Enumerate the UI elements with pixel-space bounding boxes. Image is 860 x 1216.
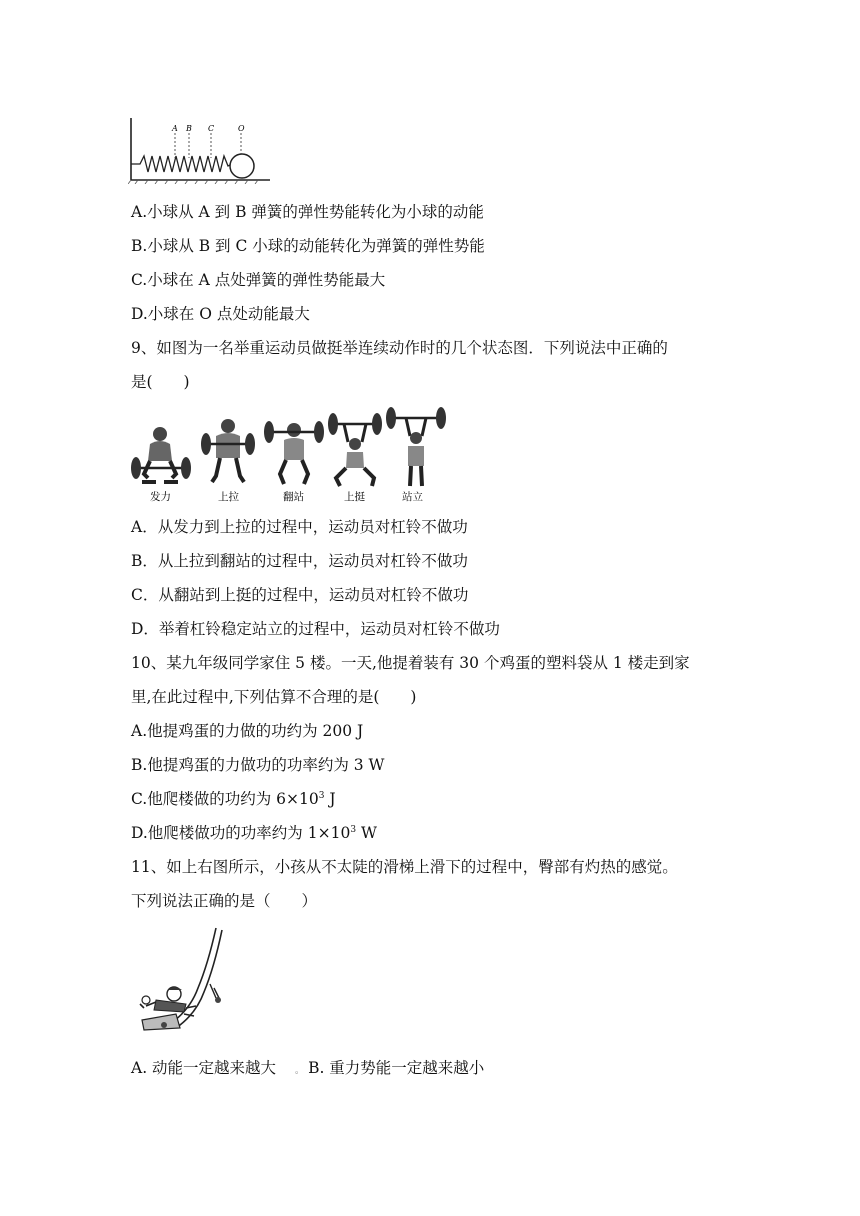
q10-option-c-text: C.他爬楼做的功约为 6×10	[131, 790, 319, 808]
q9-stem-line1: 9、如图为一名举重运动员做挺举连续动作时的几个状态图．下列说法中正确的	[131, 339, 668, 357]
pose-shangla	[201, 419, 255, 482]
q10-option-c-exponent: 3	[318, 791, 325, 801]
q11-separator: 。	[295, 1066, 305, 1076]
spring-ball-figure	[128, 116, 273, 184]
q10-stem-line1: 10、某九年级同学家住 5 楼。一天,他提着装有 30 个鸡蛋的塑料袋从 1 楼走到家	[131, 654, 690, 672]
weightlifting-figure	[128, 406, 448, 506]
caption-shangting: 上挺	[344, 491, 365, 503]
pose-zhanli	[386, 407, 446, 486]
q8-option-a: A.小球从 A 到 B 弹簧的弹性势能转化为小球的动能	[131, 203, 484, 221]
caption-fanzhan: 翻站	[283, 491, 304, 503]
spring	[131, 156, 232, 172]
spring-ball-diagram	[128, 116, 273, 184]
ball	[230, 154, 254, 178]
q11-options-row	[131, 1058, 484, 1081]
q11-option-a: A. 动能一定越来越大	[131, 1059, 277, 1077]
slide-figure	[136, 924, 236, 1034]
q9-option-b: B．从上拉到翻站的过程中，运动员对杠铃不做功	[131, 552, 468, 570]
weightlifting-diagram	[128, 406, 448, 506]
q10-option-c	[131, 789, 336, 809]
q10-option-d-text: D.他爬楼做功的功率约为 1×10	[131, 824, 351, 842]
caption-fali: 发力	[150, 491, 171, 503]
q10-option-d	[131, 823, 377, 843]
q11-stem-line1: 11、如上右图所示，小孩从不太陡的滑梯上滑下的过程中，臀部有灼热的感觉。	[131, 858, 678, 876]
q8-option-d: D.小球在 O 点处动能最大	[131, 305, 310, 323]
q11-option-b: B. 重力势能一定越来越小	[308, 1059, 485, 1077]
caption-shangla: 上拉	[218, 491, 239, 503]
pose-fali	[131, 427, 191, 484]
q11-stem-line2: 下列说法正确的是（ ）	[131, 892, 318, 910]
q9-stem-line2: 是( )	[131, 373, 190, 391]
slide-diagram	[136, 924, 236, 1034]
q8-option-b: B.小球从 B 到 C 小球的动能转化为弹簧的弹性势能	[131, 237, 485, 255]
q9-option-d: D．举着杠铃稳定站立的过程中，运动员对杠铃不做功	[131, 620, 500, 638]
q10-option-a: A.他提鸡蛋的力做的功约为 200 J	[131, 722, 364, 740]
q8-option-c: C.小球在 A 点处弹簧的弹性势能最大	[131, 271, 386, 289]
q9-option-a: A．从发力到上拉的过程中，运动员对杠铃不做功	[131, 518, 468, 536]
q10-option-d-exponent: 3	[350, 825, 357, 835]
q9-option-c: C．从翻站到上挺的过程中，运动员对杠铃不做功	[131, 586, 469, 604]
label-a: A	[172, 124, 178, 133]
label-o: O	[238, 124, 245, 133]
label-c: C	[208, 124, 215, 133]
pose-shangting	[328, 413, 382, 486]
q10-stem-line2: 里,在此过程中,下列估算不合理的是( )	[131, 688, 417, 706]
q10-option-d-unit: W	[356, 824, 377, 842]
q10-option-c-unit: J	[324, 790, 336, 808]
label-b: B	[186, 124, 192, 133]
pose-fanzhan	[264, 421, 324, 484]
caption-zhanli: 站立	[402, 491, 423, 503]
q10-option-b: B.他提鸡蛋的力做功的功率约为 3 W	[131, 756, 385, 774]
